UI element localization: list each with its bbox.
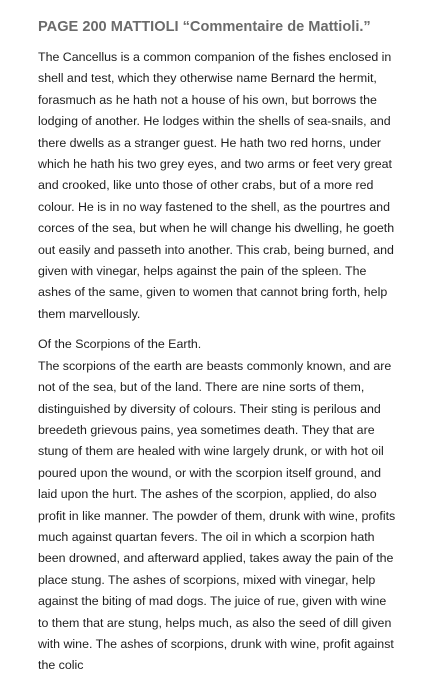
paragraph-scorpions: The scorpions of the earth are beasts commonly known, and are not of the sea, but of the land. There are nine sorts of them, distinguished by diversity of colours. Their sting is perilous and breedeth grievous pains, yea sometimes death. They that are stung of them are healed with wine largely drunk, or with hot oil poured upon the wound, or with the scorpion itself ground, and laid upon the hurt. The ashes of the scorpion, applied, do also profit in like manner. The powder of them, drunk with wine, profits much against quartan fevers. The oil in which a scorpion hath been drowned, and afterward applied, takes away the pain of the place stung. The ashes of scorpions, mixed with vinegar, help against the biting of mad dogs. The juice of rue, given with wine to them that are stung, helps much, as also the seed of dill given with wine. The ashes of scorpions, drunk with wine, profit against the colic xyxy=(38,358,396,673)
paragraph-cancellus: The Cancellus is a common companion of the fishes enclosed in shell and test, which they otherwise name Bernard the hermit, forasmuch as he hath not a house of his own, but borrows the lodging of another. He lodges within the shells of sea-snails, and there dwells as a stranger guest. He hath two red horns, under which he hath his two grey eyes, and two arms or feet very great and crooked, like unto those of other crabs, but of a more red colour. He is in no way fastened to the shell, as the pourtres and corces of the sea, but when he will change his dwelling, he goeth out easily and passeth into another. This crab, being burned, and given with vinegar, helps against the pain of the spleen. The ashes of the same, given to women that cannot bring forth, help them marvellously. xyxy=(38,50,395,321)
page-heading: PAGE 200 MATTIOLI “Commentaire de Mattioli.” xyxy=(38,19,371,35)
section-title-scorpions: Of the Scorpions of the Earth. xyxy=(38,337,202,352)
paragraph-gap xyxy=(38,325,400,334)
